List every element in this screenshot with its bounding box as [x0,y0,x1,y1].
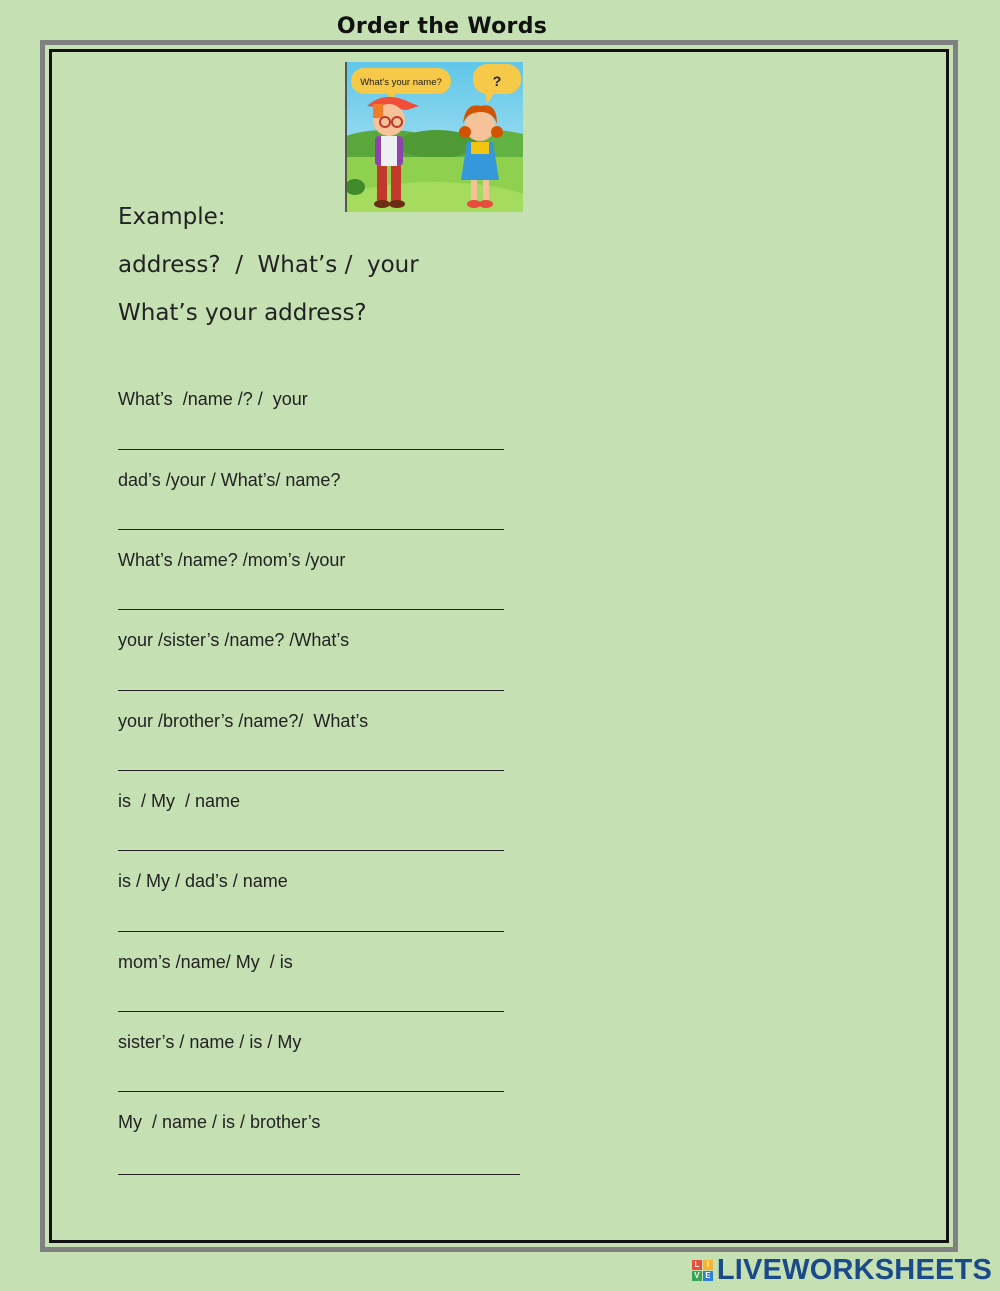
answer-line-4[interactable] [118,690,504,691]
speech-bubble-left-text: What's your name? [360,77,442,88]
question-prompt-5: your /brother’s /name?/ What’s [118,711,369,731]
logo-tile: V [692,1271,702,1281]
kids-illustration [345,62,523,212]
example-answer: What’s your address? [118,300,367,326]
example-scrambled-words: address? / What’s / your [118,252,419,278]
answer-line-8[interactable] [118,1011,504,1012]
question-prompt-3: What’s /name? /mom’s /your [118,550,346,570]
answer-line-2[interactable] [118,529,504,530]
question-prompt-2: dad’s /your / What’s/ name? [118,470,341,490]
question-prompt-7: is / My / dad’s / name [118,871,288,891]
answer-line-6[interactable] [118,850,504,851]
answer-line-10[interactable] [118,1174,520,1175]
logo-tiles-icon [692,1260,713,1281]
question-prompt-4: your /sister’s /name? /What’s [118,630,350,650]
answer-line-9[interactable] [118,1091,504,1092]
liveworksheets-logo [692,1253,992,1287]
logo-tile: E [703,1271,713,1281]
question-prompt-10: My / name / is / brother’s [118,1112,321,1132]
logo-text: LIVEWORKSHEETS [716,1253,992,1286]
question-prompt-9: sister’s / name / is / My [118,1032,302,1052]
answer-line-1[interactable] [118,449,504,450]
question-prompt-6: is / My / name [118,791,241,811]
example-label: Example: [118,204,226,230]
answer-line-5[interactable] [118,770,504,771]
logo-tile: L [692,1260,702,1270]
answer-line-7[interactable] [118,931,504,932]
question-prompt-1: What’s /name /? / your [118,389,308,409]
worksheet-title: Order the Words [336,14,548,39]
question-prompt-8: mom’s /name/ My / is [118,952,293,972]
kids-illustration-svg [347,62,523,212]
speech-bubble-right-text: ? [492,73,502,89]
logo-tile: I [703,1260,713,1270]
answer-line-3[interactable] [118,609,504,610]
